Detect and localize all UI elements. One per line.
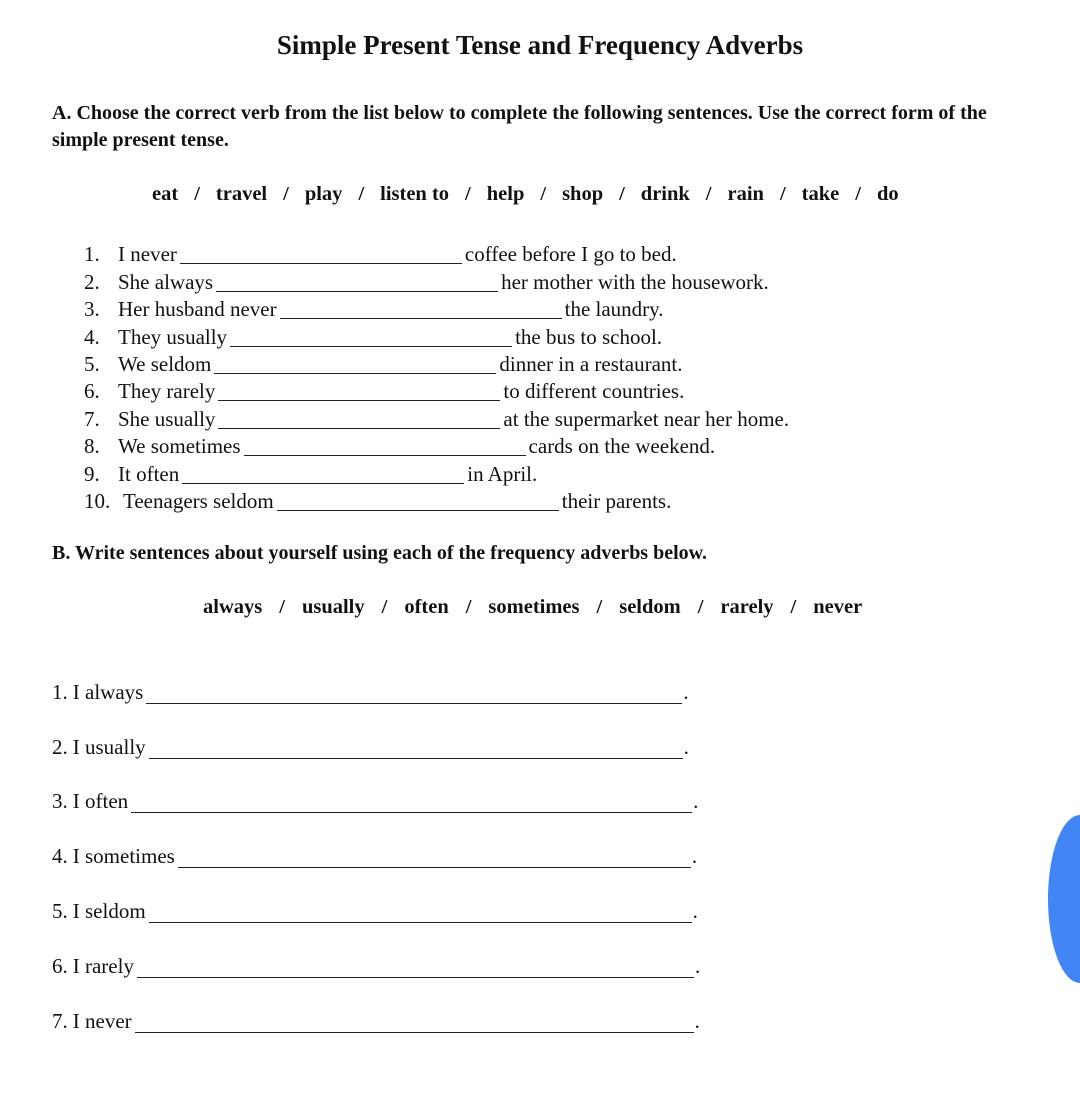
item-number: 3. [84, 297, 100, 322]
exercise-item [84, 404, 789, 431]
item-number: 10. [84, 488, 111, 513]
sentence-period: . [694, 1008, 700, 1033]
word-bank-separator: / [465, 596, 472, 618]
sentence-start: We sometimes [118, 434, 241, 459]
word-bank-separator: / [540, 183, 547, 205]
answer-blank[interactable] [137, 957, 694, 978]
sentence-start: I rarely [72, 953, 134, 978]
answer-blank[interactable] [149, 738, 683, 759]
sentence-start: I sometimes [72, 844, 175, 869]
word-bank-separator: / [779, 183, 786, 205]
sentence-start: Her husband never [118, 297, 277, 322]
verb-word-bank [152, 183, 899, 206]
answer-blank[interactable] [277, 490, 559, 511]
sentence-start: They usually [118, 324, 228, 349]
exercise-item [52, 869, 700, 924]
exercise-item [52, 760, 700, 815]
sentence-end: at the supermarket near her home. [503, 406, 790, 431]
answer-blank[interactable] [244, 435, 526, 456]
answer-blank[interactable] [131, 792, 692, 813]
item-number: 6. [52, 953, 68, 978]
answer-blank[interactable] [149, 902, 692, 923]
item-number: 9. [84, 461, 100, 486]
answer-blank[interactable] [218, 380, 500, 401]
item-number: 3. [52, 789, 68, 814]
item-number: 2. [84, 269, 100, 294]
sentence-period: . [683, 734, 689, 759]
exercise-item [52, 979, 700, 1034]
sentence-end: her mother with the housework. [501, 269, 769, 294]
word-bank-item: take [801, 183, 840, 205]
answer-blank[interactable] [218, 408, 500, 429]
item-number: 5. [52, 898, 68, 923]
sentence-period: . [694, 953, 701, 978]
answer-blank[interactable] [180, 243, 462, 264]
section-b-instructions: B. Write sentences about yourself using each of the frequency adverbs below. [52, 542, 707, 564]
answer-blank[interactable] [182, 463, 464, 484]
sentence-period: . [693, 789, 699, 814]
word-bank-item: listen to [380, 183, 450, 205]
sentence-start: I seldom [72, 898, 146, 923]
word-bank-item: rain [727, 183, 764, 205]
exercise-item [84, 459, 789, 486]
sentence-end: their parents. [561, 488, 672, 513]
sentence-start: I always [72, 679, 144, 704]
exercise-item [52, 650, 700, 705]
item-number: 8. [84, 434, 100, 459]
item-number: 1. [52, 679, 68, 704]
page-title: Simple Present Tense and Frequency Adverbs [276, 30, 804, 60]
sentence-start: I never [72, 1008, 132, 1033]
word-bank-separator: / [790, 596, 797, 618]
sentence-writing-exercise [52, 650, 700, 1034]
sentence-start: I often [72, 789, 129, 814]
word-bank-separator: / [697, 596, 704, 618]
word-bank-item: drink [640, 183, 690, 205]
answer-blank[interactable] [280, 298, 562, 319]
sentence-end: the laundry. [564, 297, 664, 322]
sentence-end: cards on the weekend. [528, 434, 716, 459]
section-a-instructions: A. Choose the correct verb from the list below to complete the following sentences. Use the correct form of the simple present tense. [52, 102, 987, 151]
word-bank-separator: / [855, 183, 861, 205]
sentence-start: I never [118, 242, 177, 267]
answer-blank[interactable] [230, 326, 512, 347]
sentence-end: dinner in a restaurant. [499, 351, 683, 376]
item-number: 2. [52, 734, 68, 759]
sentence-period: . [683, 679, 689, 704]
sentence-start: We seldom [118, 351, 212, 376]
answer-blank[interactable] [214, 353, 496, 374]
exercise-item [52, 705, 700, 760]
item-number: 1. [84, 242, 100, 267]
item-number: 4. [52, 844, 68, 869]
word-bank-item: sometimes [488, 596, 580, 618]
exercise-item [84, 377, 789, 404]
word-bank-separator: / [465, 183, 471, 205]
word-bank-item: rarely [720, 596, 774, 618]
word-bank-item: often [404, 596, 449, 618]
word-bank-separator: / [619, 183, 625, 205]
word-bank-item: help [486, 183, 525, 205]
exercise-item [84, 487, 789, 514]
word-bank-item: eat [152, 183, 179, 205]
fill-in-blank-exercise [84, 240, 789, 514]
sentence-start: They rarely [118, 379, 216, 404]
word-bank-separator: / [381, 596, 388, 618]
word-bank-separator: / [194, 183, 200, 205]
word-bank-item: usually [301, 596, 365, 618]
exercise-item [52, 924, 700, 979]
exercise-item [84, 322, 789, 349]
exercise-item [84, 350, 789, 377]
answer-blank[interactable] [146, 683, 682, 704]
word-bank-separator: / [283, 183, 289, 205]
sentence-start: She always [118, 269, 214, 294]
sentence-start: Teenagers seldom [123, 488, 274, 513]
word-bank-item: always [203, 596, 263, 618]
adverb-word-bank [203, 596, 862, 619]
sentence-period: . [692, 898, 698, 923]
sentence-end: in April. [467, 461, 538, 486]
answer-blank[interactable] [216, 271, 498, 292]
sentence-start: It often [118, 461, 180, 486]
item-number: 6. [84, 379, 100, 404]
exercise-item [84, 240, 789, 267]
exercise-item [52, 814, 700, 869]
word-bank-item: never [813, 596, 863, 618]
sentence-end: to different countries. [503, 379, 685, 404]
item-number: 7. [52, 1008, 68, 1033]
word-bank-separator: / [358, 183, 365, 205]
sentence-end: coffee before I go to bed. [464, 242, 677, 267]
word-bank-item: seldom [619, 596, 681, 618]
word-bank-item: shop [562, 183, 604, 205]
answer-blank[interactable] [135, 1012, 694, 1033]
side-handle-tab[interactable] [1048, 815, 1080, 983]
item-number: 7. [84, 406, 100, 431]
word-bank-item: travel [215, 183, 268, 205]
exercise-item [84, 267, 789, 294]
word-bank-separator: / [596, 596, 603, 618]
word-bank-separator: / [705, 183, 712, 205]
item-number: 4. [84, 324, 100, 349]
sentence-period: . [691, 844, 698, 869]
word-bank-item: play [304, 183, 343, 205]
word-bank-item: do [876, 183, 899, 205]
answer-blank[interactable] [178, 847, 691, 868]
sentence-start: I usually [72, 734, 146, 759]
sentence-end: the bus to school. [515, 324, 663, 349]
item-number: 5. [84, 351, 100, 376]
sentence-start: She usually [118, 406, 216, 431]
word-bank-separator: / [279, 596, 285, 618]
exercise-item [84, 295, 789, 322]
exercise-item [84, 432, 789, 459]
